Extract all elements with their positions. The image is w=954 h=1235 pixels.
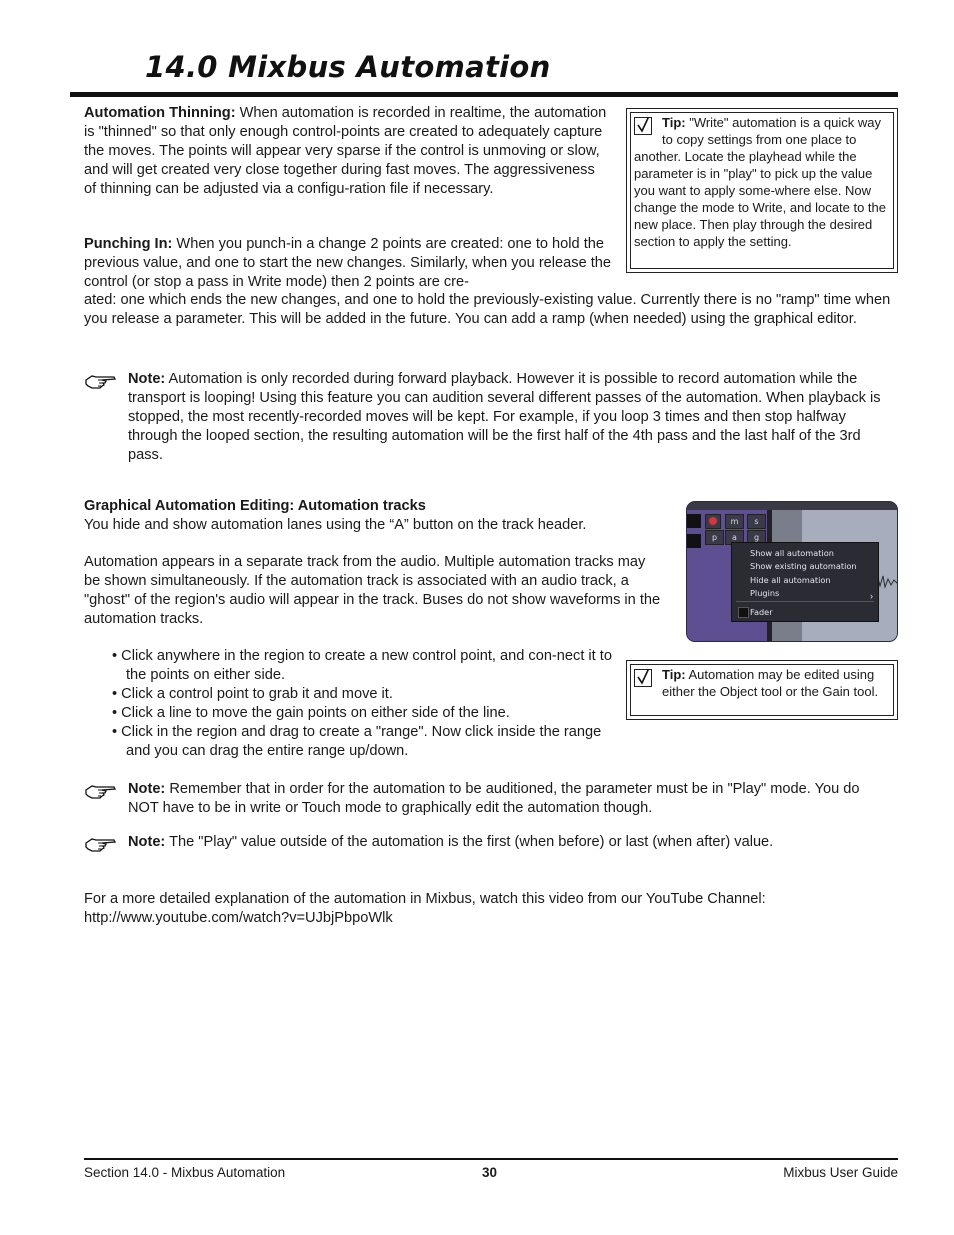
menu-item-hide-all[interactable]: Hide all automation	[750, 575, 831, 585]
list-item: • Click anywhere in the region to create a new control point, and con-nect it to the points on either side.	[112, 648, 612, 683]
chevron-right-icon: ›	[870, 591, 873, 601]
note-play-mode	[128, 780, 888, 818]
punching-paragraph-wide: ated: one which ends the new changes, and one to hold the previously-existing value. Currently there is no "ramp" time when you release a parameter. This will be added in the future. You can add a ramp (when needed) using the graphical editor.	[84, 292, 891, 327]
menu-item-show-all[interactable]: Show all automation	[750, 548, 834, 558]
menu-item-show-existing[interactable]: Show existing automation	[750, 561, 857, 571]
note-text: Remember that in order for the automation to be auditioned, the parameter must be in "Play" mode. You do NOT have to be in write or Touch mode to graphically edit the automation though.	[128, 781, 860, 816]
thinning-paragraph	[84, 104, 608, 199]
group-button[interactable]: g	[747, 530, 766, 545]
list-item: • Click a line to move the gain points on either side of the line.	[112, 704, 510, 721]
solo-button[interactable]: s	[747, 514, 766, 529]
automation-button[interactable]: a	[725, 530, 744, 545]
punching-label: Punching In:	[84, 236, 173, 252]
automation-menu-screenshot	[686, 501, 898, 642]
tip-label: Tip:	[662, 115, 686, 130]
note-play-value	[128, 833, 888, 852]
mute-button[interactable]: m	[725, 514, 744, 529]
page-title: 14.0 Mixbus Automation	[145, 50, 551, 84]
editing-bullet-list	[112, 647, 612, 760]
playlist-button[interactable]: p	[705, 530, 724, 545]
graphical-line1: You hide and show automation lanes using the “A” button on the track header.	[84, 517, 587, 533]
note-label: Note:	[128, 834, 166, 850]
record-icon	[709, 517, 717, 525]
video-intro: For a more detailed explanation of the automation in Mixbus, watch this video from our YouTube Channel:	[84, 891, 766, 907]
tip-text: "Write" automation is a quick way to copy settings from one place to another. Locate the playhead while the parameter is in "play" to pick up the value you want to apply some-where else. Now change the mode to Write, and locate to the new place. Then play through the desired section to apply the setting.	[634, 115, 886, 249]
page-number: 30	[482, 1165, 498, 1180]
footer-guide-name: Mixbus User Guide	[783, 1165, 898, 1180]
checkmark-icon	[634, 669, 652, 687]
thinning-text: When automation is recorded in realtime, the automation is "thinned" so that only enough control-points are created to adequately capture the moves. The points will appear very sparse if the control is unmoving or slow, and will get created very close together during fast moves. The aggressiveness of thinning can be adjusted via a configu-ration file if necessary.	[84, 105, 607, 197]
fader-checkbox[interactable]	[738, 607, 749, 618]
automation-context-menu	[731, 542, 879, 622]
tip-label: Tip:	[662, 667, 686, 682]
pointing-hand-icon	[84, 834, 118, 854]
note-text: The "Play" value outside of the automation is the first (when before) or last (when after) value.	[165, 834, 774, 850]
note-label: Note:	[128, 371, 166, 387]
tip-box-edit-tools	[626, 660, 898, 720]
pointing-hand-icon	[84, 371, 118, 391]
tip-text: Automation may be edited using either the Object tool or the Gain tool.	[662, 667, 879, 699]
record-button[interactable]	[705, 514, 721, 529]
footer-rule	[84, 1158, 898, 1160]
video-link[interactable]: http://www.youtube.com/watch?v=UJbjPbpoWlk	[84, 910, 393, 926]
note-label: Note:	[128, 781, 166, 797]
title-rule	[70, 92, 898, 97]
menu-item-fader[interactable]: Fader	[750, 607, 773, 617]
tip-box-write	[626, 108, 898, 273]
thinning-label: Automation Thinning:	[84, 105, 236, 121]
checkmark-icon	[634, 117, 652, 135]
list-item: • Click in the region and drag to create a "range". Now click inside the range and you can drag the entire range up/down.	[112, 723, 602, 759]
note-forward-playback-line1	[128, 370, 888, 465]
punching-text-narrow: When you punch-in a change 2 points are created: one to hold the previous value, and one to start the new changes. Similarly, when you release the control (or stop a pass in Write mode) then 2 points are cre-	[84, 236, 612, 290]
graphical-heading: Graphical Automation Editing: Automation tracks	[84, 498, 426, 514]
graphical-paragraph: Automation appears in a separate track from the audio. Multiple automation tracks may be shown simultaneously. If the automation track is associated with an audio track, a "ghost" of the region's audio will appear in the track. Buses do not show waveforms in the automation tracks.	[84, 554, 661, 627]
menu-item-plugins[interactable]: Plugins	[750, 588, 780, 598]
list-item: • Click a control point to grab it and move it.	[112, 685, 393, 702]
pointing-hand-icon	[84, 781, 118, 801]
note-text: Automation is only recorded during forward playback. However it is possible to record automation while the transport is looping! Using this feature you can audition several different passes of the automation. When playback is stopped, the most recently-recorded moves will be kept. For example, if you loop 3 times and then stop halfway through the looped section, the resulting automation will be the first half of the 4th pass and the last half of the 3rd pass.	[128, 371, 881, 463]
footer-section: Section 14.0 - Mixbus Automation	[84, 1165, 286, 1180]
punching-paragraph-narrow	[84, 235, 614, 292]
